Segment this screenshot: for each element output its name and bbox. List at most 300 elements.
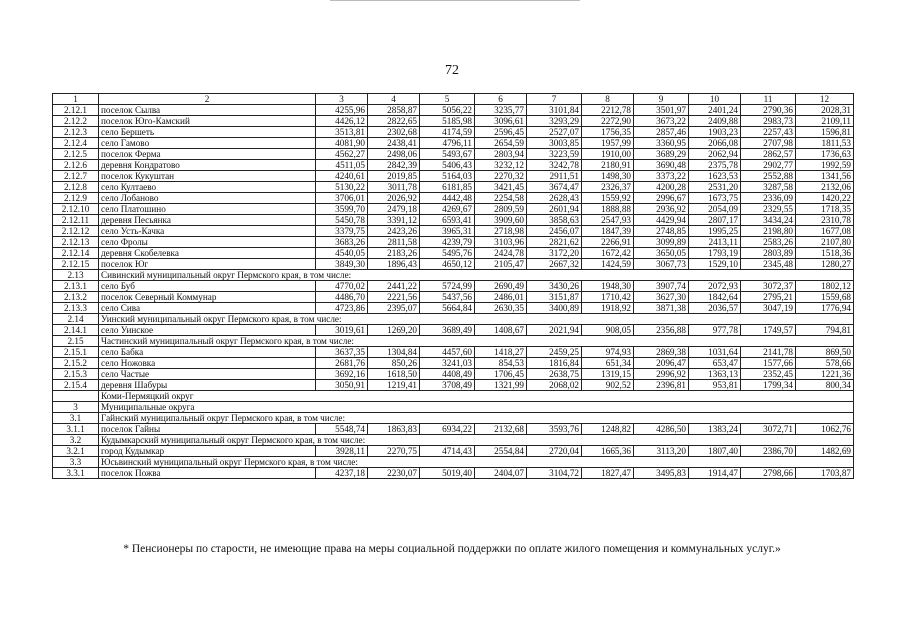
settlement-name: деревня Кондратово — [99, 160, 316, 171]
value-cell: 4174,59 — [420, 127, 475, 138]
value-cell: 953,81 — [689, 380, 741, 391]
row-code: 2.12.13 — [53, 237, 99, 248]
settlement-name: село Сива — [99, 303, 316, 314]
value-cell: 3690,48 — [634, 160, 689, 171]
value-cell: 2386,70 — [741, 446, 796, 457]
value-cell: 1304,84 — [368, 347, 420, 358]
header-cell: 2 — [99, 94, 316, 105]
value-cell: 3172,20 — [527, 248, 582, 259]
value-cell: 2821,62 — [527, 237, 582, 248]
value-cell: 3241,03 — [420, 358, 475, 369]
value-cell: 3689,49 — [420, 325, 475, 336]
table-row — [53, 116, 854, 127]
value-cell: 1672,42 — [582, 248, 634, 259]
value-cell: 2180,91 — [582, 160, 634, 171]
row-code: 2.15.4 — [53, 380, 99, 391]
row-code: 2.12.3 — [53, 127, 99, 138]
value-cell: 3104,72 — [527, 468, 582, 479]
value-cell: 2198,80 — [741, 226, 796, 237]
value-cell: 2438,41 — [368, 138, 420, 149]
value-cell: 1718,35 — [796, 204, 854, 215]
value-cell: 2021,94 — [527, 325, 582, 336]
section-row — [53, 413, 854, 424]
value-cell: 3113,20 — [634, 446, 689, 457]
table-row — [53, 303, 854, 314]
value-cell: 2212,78 — [582, 105, 634, 116]
top-rule — [330, 0, 580, 1]
row-code: 2.12.1 — [53, 105, 99, 116]
value-cell: 2272,90 — [582, 116, 634, 127]
value-cell: 3692,16 — [316, 369, 368, 380]
value-cell: 1219,41 — [368, 380, 420, 391]
value-cell: 2654,59 — [475, 138, 527, 149]
value-cell: 2401,24 — [689, 105, 741, 116]
value-cell: 1816,84 — [527, 358, 582, 369]
value-cell: 2790,36 — [741, 105, 796, 116]
section-title: Гайнский муниципальный округ Пермского края, в том числе: — [99, 413, 854, 424]
row-code: 2.12.10 — [53, 204, 99, 215]
settlement-name: село Частые — [99, 369, 316, 380]
table-row — [53, 138, 854, 149]
value-cell: 3050,91 — [316, 380, 368, 391]
value-cell: 1420,22 — [796, 193, 854, 204]
row-code: 3.1.1 — [53, 424, 99, 435]
section-title: Частинский муниципальный округ Пермского края, в том числе: — [99, 336, 854, 347]
value-cell: 2356,88 — [634, 325, 689, 336]
value-cell: 2096,47 — [634, 358, 689, 369]
value-cell: 2183,26 — [368, 248, 420, 259]
value-cell: 2479,18 — [368, 204, 420, 215]
data-table — [52, 93, 854, 479]
table-row — [53, 237, 854, 248]
value-cell: 6934,22 — [420, 424, 475, 435]
value-cell: 1269,20 — [368, 325, 420, 336]
table-row — [53, 248, 854, 259]
value-cell: 2690,49 — [475, 281, 527, 292]
value-cell: 5450,78 — [316, 215, 368, 226]
value-cell: 1842,64 — [689, 292, 741, 303]
value-cell: 2132,06 — [796, 182, 854, 193]
value-cell: 2109,11 — [796, 116, 854, 127]
value-cell: 1802,12 — [796, 281, 854, 292]
value-cell: 4770,02 — [316, 281, 368, 292]
table-row — [53, 215, 854, 226]
value-cell: 1910,00 — [582, 149, 634, 160]
value-cell: 1756,35 — [582, 127, 634, 138]
row-code: 2.12.12 — [53, 226, 99, 237]
value-cell: 1383,24 — [689, 424, 741, 435]
value-cell: 1896,43 — [368, 259, 420, 270]
value-cell: 902,52 — [582, 380, 634, 391]
section-title: Юсьвинский муниципальный округ Пермского края, в том числе: — [99, 457, 854, 468]
value-cell: 2441,22 — [368, 281, 420, 292]
value-cell: 2141,78 — [741, 347, 796, 358]
value-cell: 5406,43 — [420, 160, 475, 171]
header-cell: 9 — [634, 94, 689, 105]
value-cell: 2026,92 — [368, 193, 420, 204]
value-cell: 1559,92 — [582, 193, 634, 204]
row-code: 2.13 — [53, 270, 99, 281]
value-cell: 2424,78 — [475, 248, 527, 259]
table-row — [53, 468, 854, 479]
value-cell: 4457,60 — [420, 347, 475, 358]
value-cell: 2795,21 — [741, 292, 796, 303]
table-row — [53, 149, 854, 160]
value-cell: 5164,03 — [420, 171, 475, 182]
value-cell: 1518,36 — [796, 248, 854, 259]
value-cell: 2270,32 — [475, 171, 527, 182]
table-row — [53, 160, 854, 171]
value-cell: 2936,92 — [634, 204, 689, 215]
value-cell: 1529,10 — [689, 259, 741, 270]
page-number: 72 — [445, 63, 459, 78]
section-title: Муниципальные округа — [99, 402, 854, 413]
value-cell: 2423,26 — [368, 226, 420, 237]
settlement-name: город Кудымкар — [99, 446, 316, 457]
value-cell: 3360,95 — [634, 138, 689, 149]
table-row — [53, 127, 854, 138]
value-cell: 1807,40 — [689, 446, 741, 457]
value-cell: 1827,47 — [582, 468, 634, 479]
row-code: 2.13.1 — [53, 281, 99, 292]
value-cell: 5437,56 — [420, 292, 475, 303]
settlement-name: поселок Сылва — [99, 105, 316, 116]
value-cell: 974,93 — [582, 347, 634, 358]
row-code: 2.14.1 — [53, 325, 99, 336]
header-cell: 4 — [368, 94, 420, 105]
value-cell: 3019,61 — [316, 325, 368, 336]
value-cell: 1776,94 — [796, 303, 854, 314]
row-code: 2.15.3 — [53, 369, 99, 380]
value-cell: 977,78 — [689, 325, 741, 336]
value-cell: 2707,98 — [741, 138, 796, 149]
header-cell: 11 — [741, 94, 796, 105]
row-code: 2.12.15 — [53, 259, 99, 270]
value-cell: 2302,68 — [368, 127, 420, 138]
table-row — [53, 259, 854, 270]
value-cell: 4562,27 — [316, 149, 368, 160]
value-cell: 1031,64 — [689, 347, 741, 358]
value-cell: 3099,89 — [634, 237, 689, 248]
value-cell: 2345,48 — [741, 259, 796, 270]
value-cell: 4511,05 — [316, 160, 368, 171]
value-cell: 1618,50 — [368, 369, 420, 380]
settlement-name: село Гамово — [99, 138, 316, 149]
table-row — [53, 171, 854, 182]
table-row — [53, 380, 854, 391]
settlement-name: поселок Юг — [99, 259, 316, 270]
value-cell: 2638,75 — [527, 369, 582, 380]
value-cell: 2257,43 — [741, 127, 796, 138]
value-cell: 5724,99 — [420, 281, 475, 292]
row-code: 3.2 — [53, 435, 99, 446]
value-cell: 1706,45 — [475, 369, 527, 380]
value-cell: 2310,78 — [796, 215, 854, 226]
settlement-name: поселок Пожва — [99, 468, 316, 479]
value-cell: 2459,25 — [527, 347, 582, 358]
value-cell: 1221,36 — [796, 369, 854, 380]
value-cell: 4269,67 — [420, 204, 475, 215]
value-cell: 3965,31 — [420, 226, 475, 237]
value-cell: 2068,02 — [527, 380, 582, 391]
row-code: 2.12.9 — [53, 193, 99, 204]
section-row — [53, 336, 854, 347]
value-cell: 3434,24 — [741, 215, 796, 226]
value-cell: 908,05 — [582, 325, 634, 336]
value-cell: 651,34 — [582, 358, 634, 369]
value-cell: 2498,06 — [368, 149, 420, 160]
settlement-name: поселок Кукуштан — [99, 171, 316, 182]
value-cell: 1280,27 — [796, 259, 854, 270]
value-cell: 2254,58 — [475, 193, 527, 204]
value-cell: 2601,94 — [527, 204, 582, 215]
value-cell: 3072,71 — [741, 424, 796, 435]
row-code: 2.15.1 — [53, 347, 99, 358]
row-code: 2.15 — [53, 336, 99, 347]
value-cell: 3067,73 — [634, 259, 689, 270]
table-row — [53, 424, 854, 435]
value-cell: 2132,68 — [475, 424, 527, 435]
value-cell: 653,47 — [689, 358, 741, 369]
value-cell: 2803,94 — [475, 149, 527, 160]
value-cell: 3011,78 — [368, 182, 420, 193]
section-title: Уинский муниципальный округ Пермского края, в том числе: — [99, 314, 854, 325]
value-cell: 2352,45 — [741, 369, 796, 380]
value-cell: 1665,36 — [582, 446, 634, 457]
value-cell: 2748,85 — [634, 226, 689, 237]
value-cell: 3650,05 — [634, 248, 689, 259]
value-cell: 1799,34 — [741, 380, 796, 391]
table-row — [53, 358, 854, 369]
value-cell: 2803,89 — [741, 248, 796, 259]
settlement-name: село Бабка — [99, 347, 316, 358]
value-cell: 5019,40 — [420, 468, 475, 479]
value-cell: 1914,47 — [689, 468, 741, 479]
value-cell: 3072,37 — [741, 281, 796, 292]
row-code: 2.13.2 — [53, 292, 99, 303]
settlement-name: поселок Юго-Камский — [99, 116, 316, 127]
settlement-name: село Платошино — [99, 204, 316, 215]
value-cell: 2822,65 — [368, 116, 420, 127]
value-cell: 1992,59 — [796, 160, 854, 171]
value-cell: 3400,89 — [527, 303, 582, 314]
value-cell: 2583,26 — [741, 237, 796, 248]
value-cell: 3223,59 — [527, 149, 582, 160]
row-code: 2.12.11 — [53, 215, 99, 226]
value-cell: 2862,57 — [741, 149, 796, 160]
value-cell: 2554,84 — [475, 446, 527, 457]
value-cell: 5493,67 — [420, 149, 475, 160]
value-cell: 3907,74 — [634, 281, 689, 292]
header-cell: 3 — [316, 94, 368, 105]
value-cell: 869,50 — [796, 347, 854, 358]
header-cell: 5 — [420, 94, 475, 105]
value-cell: 3151,87 — [527, 292, 582, 303]
table-row — [53, 193, 854, 204]
value-cell: 2811,58 — [368, 237, 420, 248]
value-cell: 1418,27 — [475, 347, 527, 358]
value-cell: 3871,38 — [634, 303, 689, 314]
value-cell: 6593,41 — [420, 215, 475, 226]
value-cell: 2028,31 — [796, 105, 854, 116]
value-cell: 4081,90 — [316, 138, 368, 149]
settlement-name: деревня Шабуры — [99, 380, 316, 391]
value-cell: 2983,73 — [741, 116, 796, 127]
value-cell: 2798,66 — [741, 468, 796, 479]
value-cell: 2902,77 — [741, 160, 796, 171]
value-cell: 5548,74 — [316, 424, 368, 435]
value-cell: 1957,99 — [582, 138, 634, 149]
row-code: 2.12.14 — [53, 248, 99, 259]
value-cell: 2628,43 — [527, 193, 582, 204]
value-cell: 2596,45 — [475, 127, 527, 138]
value-cell: 3673,22 — [634, 116, 689, 127]
value-cell: 3849,30 — [316, 259, 368, 270]
value-cell: 4237,18 — [316, 468, 368, 479]
value-cell: 4442,48 — [420, 193, 475, 204]
settlement-name: село Усть-Качка — [99, 226, 316, 237]
value-cell: 1673,75 — [689, 193, 741, 204]
header-cell: 6 — [475, 94, 527, 105]
value-cell: 4200,28 — [634, 182, 689, 193]
value-cell: 1736,63 — [796, 149, 854, 160]
value-cell: 2375,78 — [689, 160, 741, 171]
value-cell: 5495,76 — [420, 248, 475, 259]
value-cell: 4255,96 — [316, 105, 368, 116]
value-cell: 1341,56 — [796, 171, 854, 182]
value-cell: 2396,81 — [634, 380, 689, 391]
value-cell: 1903,23 — [689, 127, 741, 138]
value-cell: 1811,53 — [796, 138, 854, 149]
section-row — [53, 402, 854, 413]
row-code: 3.2.1 — [53, 446, 99, 457]
value-cell: 2681,76 — [316, 358, 368, 369]
value-cell: 3495,83 — [634, 468, 689, 479]
row-code: 2.12.8 — [53, 182, 99, 193]
value-cell: 794,81 — [796, 325, 854, 336]
value-cell: 3513,81 — [316, 127, 368, 138]
section-row — [53, 457, 854, 468]
section-row — [53, 314, 854, 325]
settlement-name: село Бершеть — [99, 127, 316, 138]
value-cell: 3928,11 — [316, 446, 368, 457]
value-cell: 2019,85 — [368, 171, 420, 182]
value-cell: 3242,78 — [527, 160, 582, 171]
value-cell: 3047,19 — [741, 303, 796, 314]
header-row — [53, 94, 854, 105]
value-cell: 2531,20 — [689, 182, 741, 193]
section-row — [53, 435, 854, 446]
value-cell: 5664,84 — [420, 303, 475, 314]
settlement-name: деревня Скобелевка — [99, 248, 316, 259]
value-cell: 2720,04 — [527, 446, 582, 457]
row-code: 3 — [53, 402, 99, 413]
value-cell: 2062,94 — [689, 149, 741, 160]
value-cell: 1596,81 — [796, 127, 854, 138]
section-row — [53, 391, 854, 402]
table-row — [53, 281, 854, 292]
value-cell: 4486,70 — [316, 292, 368, 303]
value-cell: 3003,85 — [527, 138, 582, 149]
value-cell: 2395,07 — [368, 303, 420, 314]
settlement-name: село Буб — [99, 281, 316, 292]
header-cell: 8 — [582, 94, 634, 105]
value-cell: 4239,79 — [420, 237, 475, 248]
value-cell: 2270,75 — [368, 446, 420, 457]
value-cell: 2054,09 — [689, 204, 741, 215]
value-cell: 4426,12 — [316, 116, 368, 127]
value-cell: 3593,76 — [527, 424, 582, 435]
value-cell: 4286,50 — [634, 424, 689, 435]
value-cell: 1498,30 — [582, 171, 634, 182]
value-cell: 2072,93 — [689, 281, 741, 292]
value-cell: 2809,59 — [475, 204, 527, 215]
value-cell: 2842,39 — [368, 160, 420, 171]
value-cell: 4796,11 — [420, 138, 475, 149]
value-cell: 1321,99 — [475, 380, 527, 391]
value-cell: 2552,88 — [741, 171, 796, 182]
value-cell: 3708,49 — [420, 380, 475, 391]
value-cell: 6181,85 — [420, 182, 475, 193]
table-row — [53, 105, 854, 116]
table-row — [53, 369, 854, 380]
row-code: 2.15.2 — [53, 358, 99, 369]
value-cell: 4540,05 — [316, 248, 368, 259]
value-cell: 1918,92 — [582, 303, 634, 314]
value-cell: 5130,22 — [316, 182, 368, 193]
value-cell: 3674,47 — [527, 182, 582, 193]
value-cell: 3637,35 — [316, 347, 368, 358]
section-title: Коми-Пермяцкий округ — [99, 391, 854, 402]
value-cell: 3430,26 — [527, 281, 582, 292]
value-cell: 1408,67 — [475, 325, 527, 336]
value-cell: 3683,26 — [316, 237, 368, 248]
value-cell: 3103,96 — [475, 237, 527, 248]
header-cell: 7 — [527, 94, 582, 105]
value-cell: 3379,75 — [316, 226, 368, 237]
row-code: 2.12.6 — [53, 160, 99, 171]
value-cell: 4723,86 — [316, 303, 368, 314]
row-code: 2.14 — [53, 314, 99, 325]
header-cell: 10 — [689, 94, 741, 105]
value-cell: 3232,12 — [475, 160, 527, 171]
value-cell: 800,34 — [796, 380, 854, 391]
value-cell: 2409,88 — [689, 116, 741, 127]
row-code: 2.12.2 — [53, 116, 99, 127]
row-code: 3.3 — [53, 457, 99, 468]
section-title: Сивинский муниципальный округ Пермского края, в том числе: — [99, 270, 854, 281]
value-cell: 2066,08 — [689, 138, 741, 149]
row-code — [53, 391, 99, 402]
row-code: 2.12.7 — [53, 171, 99, 182]
section-title: Кудымкарский муниципальный округ Пермского края, в том числе: — [99, 435, 854, 446]
value-cell: 2326,37 — [582, 182, 634, 193]
value-cell: 3858,63 — [527, 215, 582, 226]
value-cell: 1793,19 — [689, 248, 741, 259]
row-code: 2.12.5 — [53, 149, 99, 160]
value-cell: 2221,56 — [368, 292, 420, 303]
table-row — [53, 292, 854, 303]
value-cell: 1424,59 — [582, 259, 634, 270]
value-cell: 2718,98 — [475, 226, 527, 237]
value-cell: 5056,22 — [420, 105, 475, 116]
value-cell: 1948,30 — [582, 281, 634, 292]
value-cell: 3391,12 — [368, 215, 420, 226]
value-cell: 2911,51 — [527, 171, 582, 182]
value-cell: 4240,61 — [316, 171, 368, 182]
value-cell: 2266,91 — [582, 237, 634, 248]
table-row — [53, 446, 854, 457]
